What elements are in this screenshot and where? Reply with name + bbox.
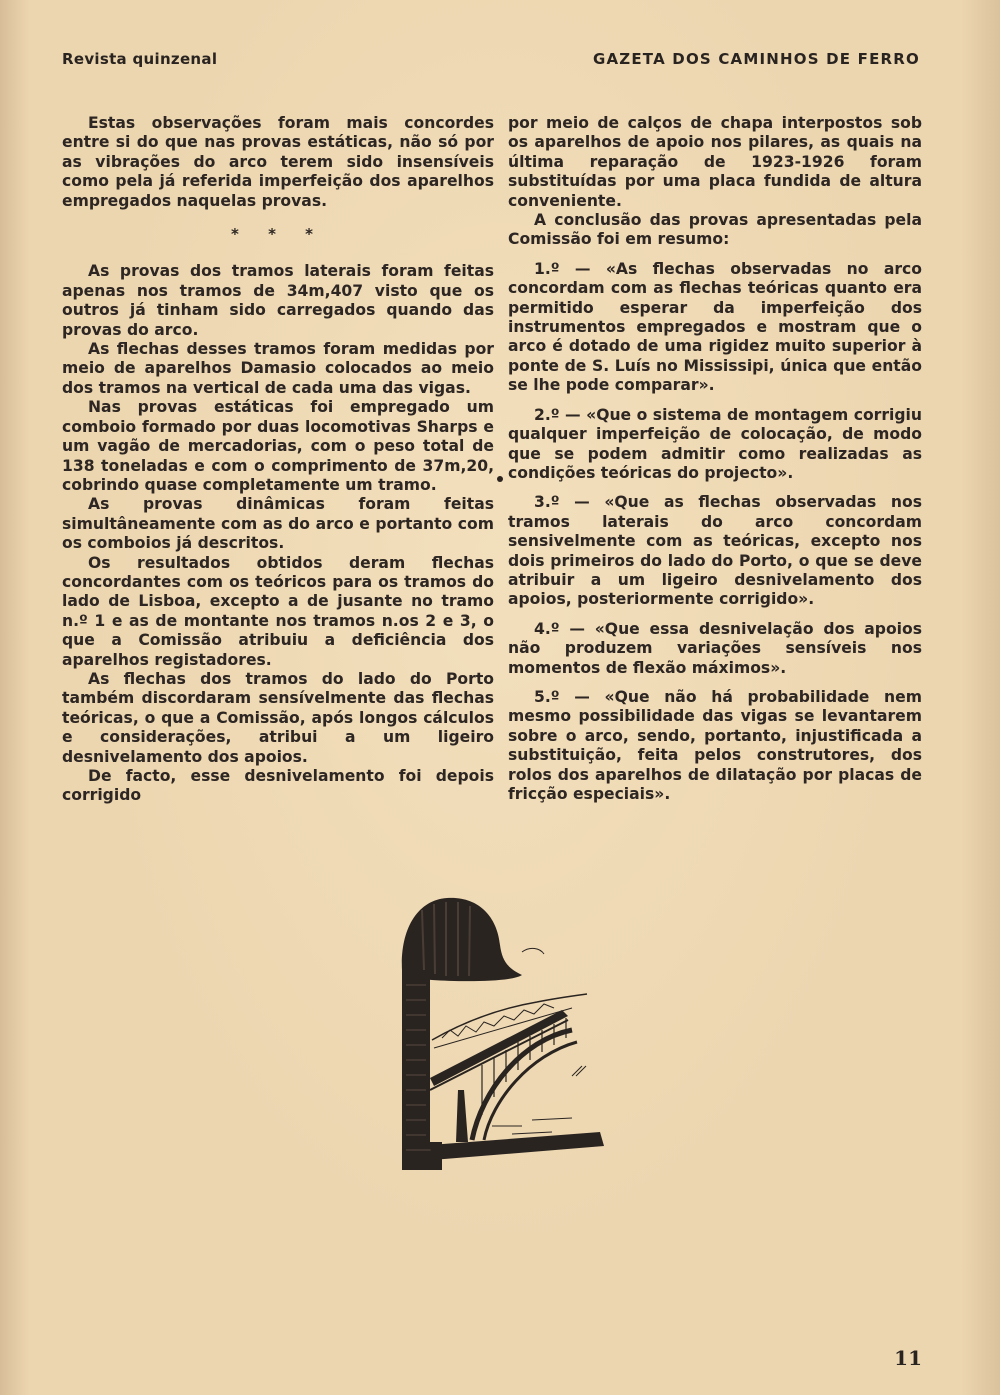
ink-speck bbox=[497, 476, 503, 482]
paragraph: Os resultados obtidos deram flechas concordantes com os teóricos para os tramos do lado de Lisboa, excepto a de jusante no tramo n.º 1 e as de montante nos tramos n.os 2 e 3, o que a Comissão atribuiu a deficiência dos aparelhos registadores. bbox=[62, 553, 494, 669]
conclusion-item-1: 1.º — «As flechas observadas no arco concordam com as flechas teóricas quanto era permitido esperar da imperfeição dos instrumentos empregados e mostram que o arco é dotado de uma rigidez muito superior à ponte de S. Luís no Mississipi, única que então se lhe pode comparar». bbox=[508, 259, 922, 395]
conclusion-item-3: 3.º — «Que as flechas observadas nos tramos laterais do arco concordam sensivelmente com as teóricas, excepto nos dois primeiros do lado do Porto, o que se deve atribuir a um ligeiro desnivelamento dos apoios, posteriormente corrigido». bbox=[508, 493, 922, 609]
paragraph: As provas dos tramos laterais foram feitas apenas nos tramos de 34m,407 visto que os outros já tinham sido carregados quando das provas do arco. bbox=[62, 262, 494, 339]
right-column bbox=[508, 114, 922, 804]
header-journal-title: GAZETA DOS CAMINHOS DE FERRO bbox=[592, 50, 920, 68]
bell-and-arch-bridge-illustration bbox=[372, 890, 622, 1180]
paragraph: por meio de calços de chapa interpostos sob os aparelhos de apoio nos pilares, as quais na última reparação de 1923-1926 foram substituídas por uma placa fundida de altura conveniente. bbox=[508, 114, 922, 210]
paragraph: As flechas desses tramos foram medidas por meio de aparelhos Damasio colocados ao meio dos tramos na vertical de cada uma das vigas. bbox=[62, 340, 494, 397]
paragraph: As provas dinâmicas foram feitas simultâneamente com as do arco e portanto com os comboios já descritos. bbox=[62, 495, 494, 553]
left-column bbox=[62, 114, 494, 806]
conclusion-item-5: 5.º — «Que não há probabilidade nem mesmo possibilidade das vigas se levantarem sobre o arco, sendo, portanto, injustificada a substituição, feita pelos construtores, dos rolos dos aparelhos de dilatação por placas de fricção especiais». bbox=[508, 687, 922, 803]
paragraph: De facto, esse desnivelamento foi depois corrigido bbox=[62, 767, 494, 805]
paragraph: Nas provas estáticas foi empregado um comboio formado por duas locomotivas Sharps e um vagão de mercadorias, com o peso total de 138 toneladas e com o comprimento de 37m,20, cobrindo quase completamente um tramo. bbox=[62, 398, 494, 494]
conclusion-item-2: 2.º — «Que o sistema de montagem corrigiu qualquer imperfeição de colocação, de modo que se podem admitir como realizadas as condições teóricas do projecto». bbox=[508, 405, 922, 482]
header-publication-frequency: Revista quinzenal bbox=[62, 50, 218, 68]
paragraph: As flechas dos tramos do lado do Porto também discordaram sensívelmente das flechas teóricas, o que a Comissão, após longos cálculos e considerações, atribui a um ligeiro desnivelamento dos apoios. bbox=[62, 669, 494, 766]
conclusion-item-4: 4.º — «Que essa desnivelação dos apoios não produzem variações sensíveis nos momentos de flexão máximos». bbox=[508, 619, 922, 677]
paragraph: A conclusão das provas apresentadas pela Comissão foi em resumo: bbox=[508, 211, 922, 249]
running-header bbox=[62, 50, 920, 72]
paragraph: Estas observações foram mais concordes entre si do que nas provas estáticas, não só por as vibrações do arco terem sido insensíveis como pela já referida imperfeição dos aparelhos empregados naquelas provas. bbox=[62, 114, 494, 210]
section-separator: * * * bbox=[231, 225, 325, 244]
page-number: 11 bbox=[894, 1346, 922, 1370]
